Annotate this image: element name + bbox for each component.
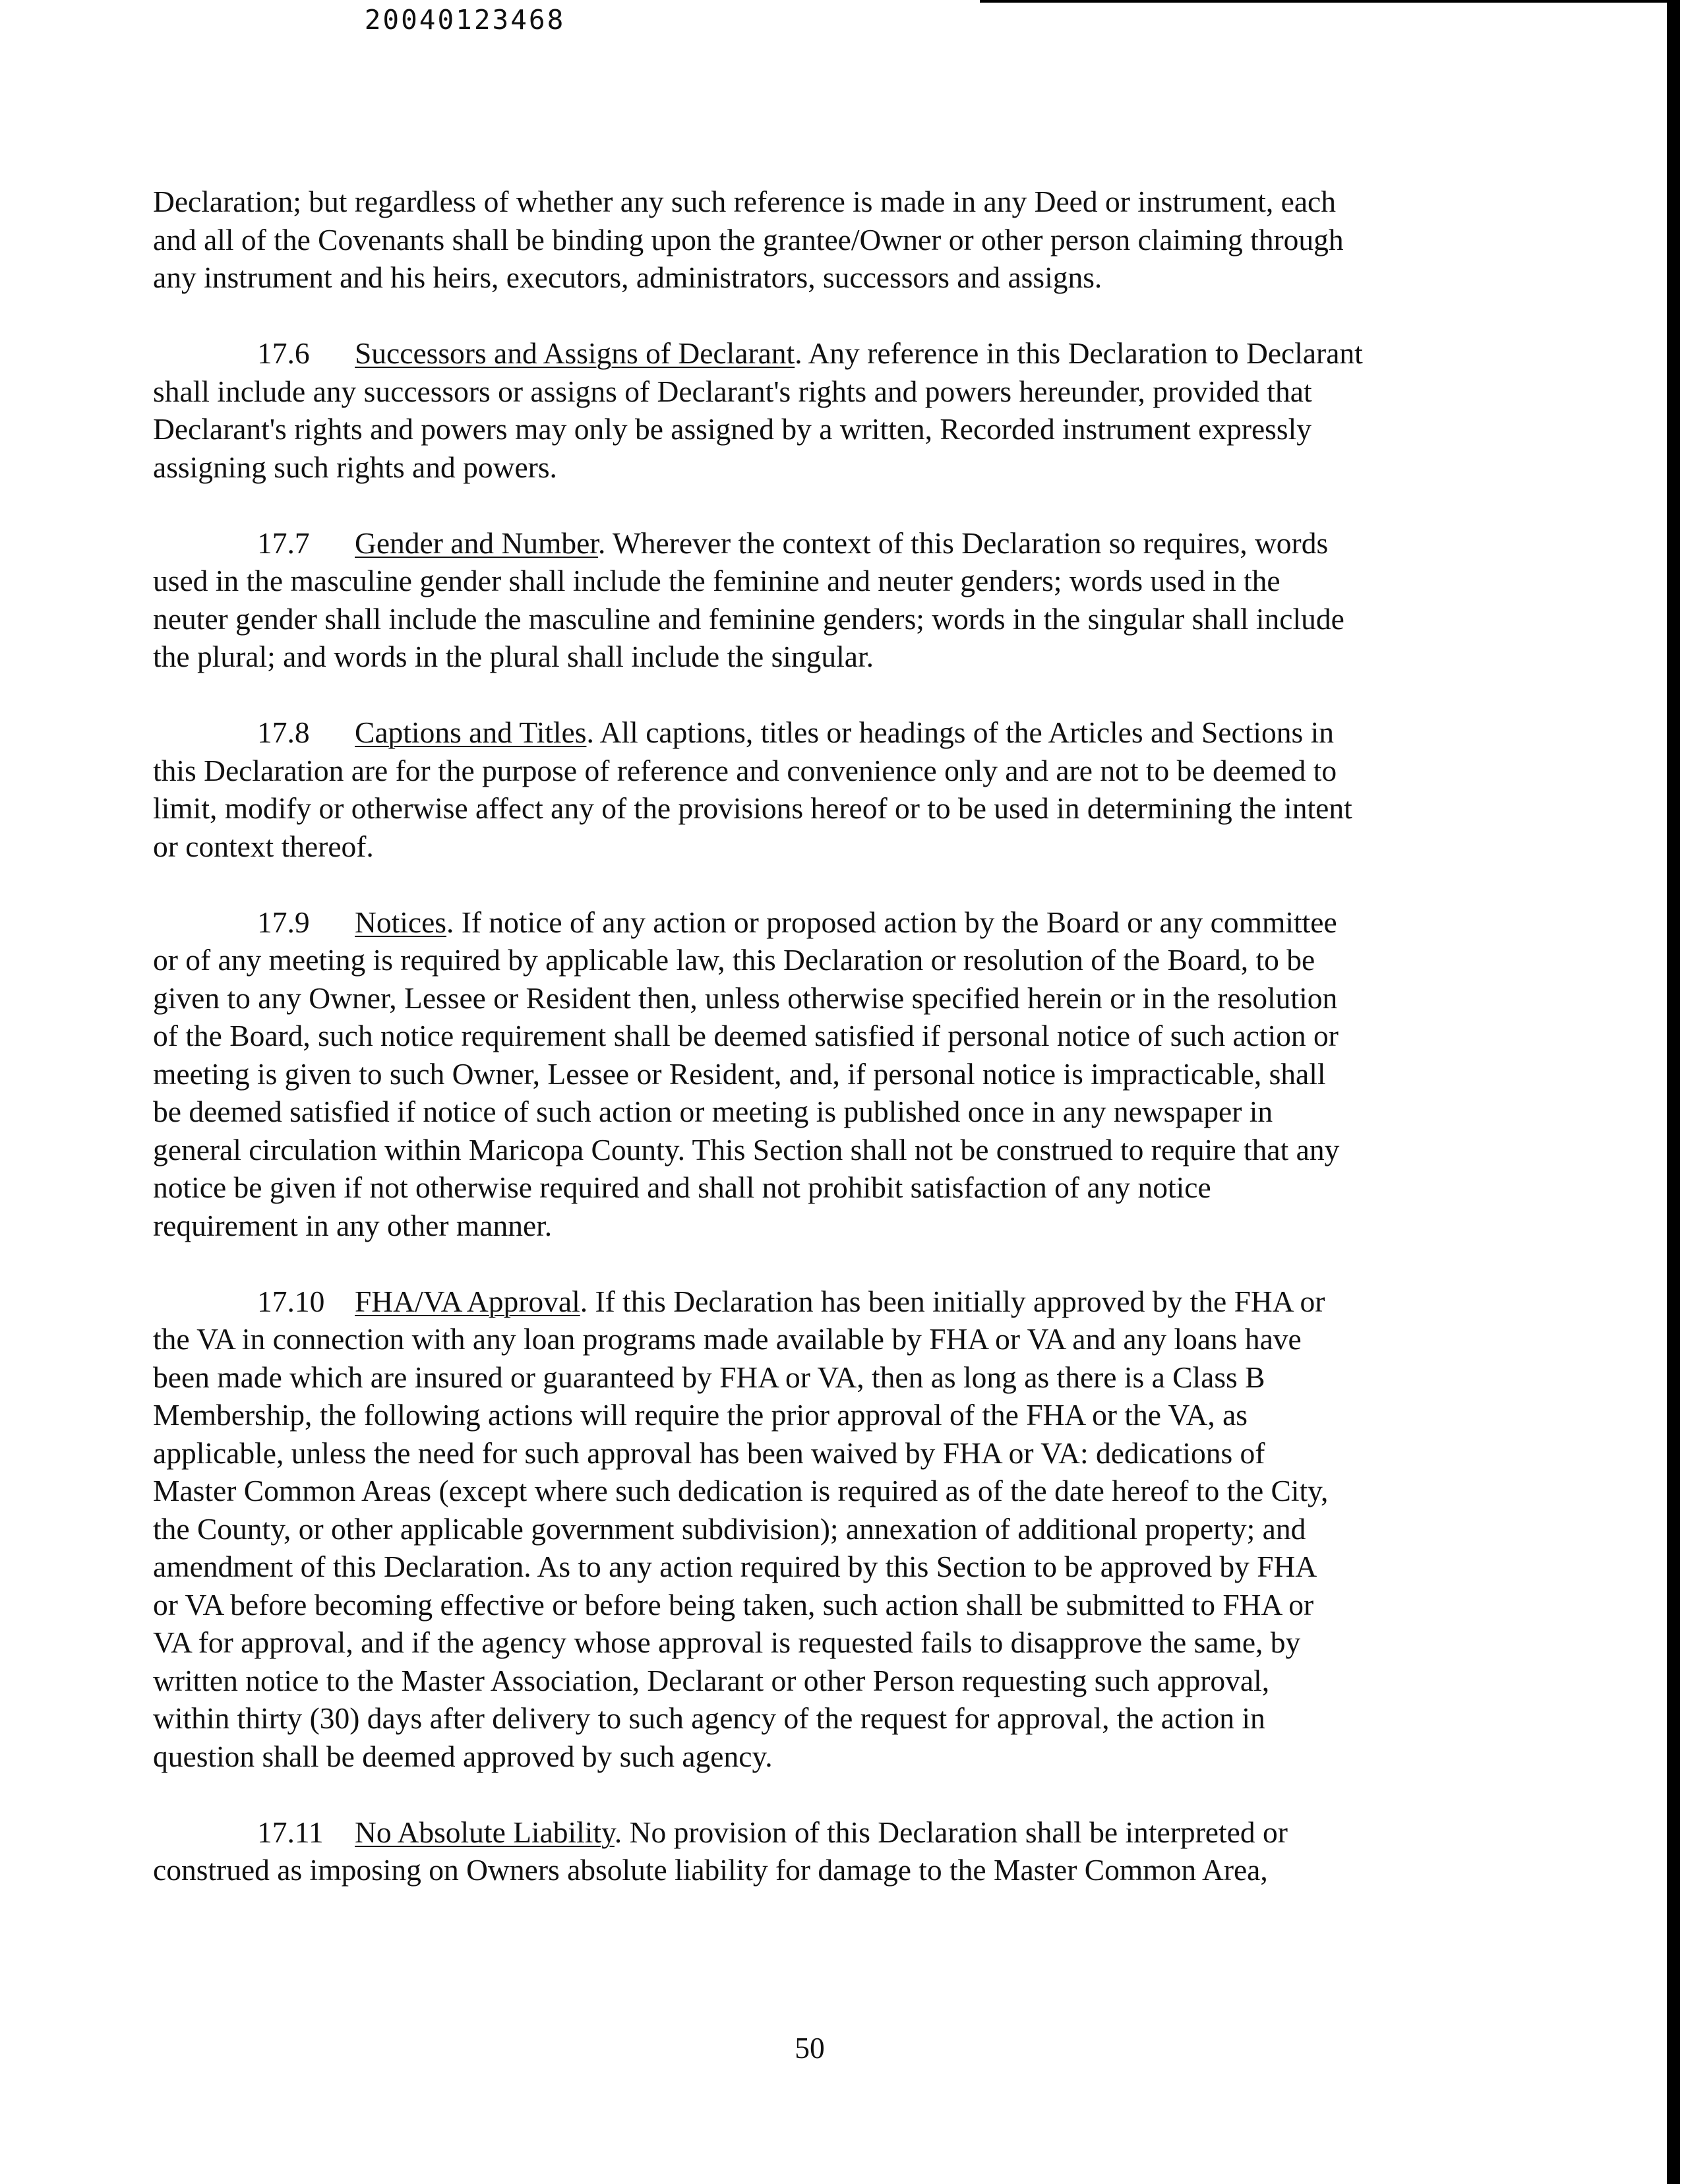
text-line: or VA before becoming effective or before being taken, such action shall be submitted to FHA or: [153, 1587, 1314, 1622]
section-first-line: [153, 903, 1482, 942]
section-first-line: [153, 1813, 1482, 1852]
text-line: used in the masculine gender shall include the feminine and neuter genders; words used in the: [153, 564, 1281, 597]
text-line: been made which are insured or guaranteed by FHA or VA, then as long as there is a Class B: [153, 1360, 1265, 1394]
text-line: written notice to the Master Association, Declarant or other Person requesting such approval,: [153, 1663, 1270, 1697]
section-first-line: [153, 713, 1482, 752]
section-first-line-text: . No provision of this Declaration shall be interpreted or: [614, 1815, 1288, 1849]
text-line: meeting is given to such Owner, Lessee or Resident, and, if personal notice is impracticable, shall: [153, 1056, 1326, 1091]
section-number: 17.8: [257, 715, 310, 749]
text-line: construed as imposing on Owners absolute liability for damage to the Master Common Area,: [153, 1853, 1268, 1887]
text-line: limit, modify or otherwise affect any of the provisions hereof or to be used in determining the intent: [153, 791, 1352, 825]
text-line: Membership, the following actions will require the prior approval of the FHA or the VA, as: [153, 1398, 1248, 1432]
section-first-line-text: . If notice of any action or proposed action by the Board or any committee: [446, 905, 1337, 939]
text-line: notice be given if not otherwise required and shall not prohibit satisfaction of any notice: [153, 1170, 1211, 1204]
section-first-line-text: . All captions, titles or headings of the Articles and Sections in: [586, 715, 1334, 749]
section-heading: Successors and Assigns of Declarant: [355, 336, 795, 370]
text-line: and all of the Covenants shall be binding upon the grantee/Owner or other person claiming through: [153, 222, 1344, 257]
section-17-8: [153, 713, 1482, 865]
text-line: Master Common Areas (except where such dedication is required as of the date hereof to the City,: [153, 1474, 1329, 1507]
text-line: within thirty (30) days after delivery to such agency of the request for approval, the action in: [153, 1701, 1265, 1735]
section-first-line-text: . If this Declaration has been initially approved by the FHA or: [580, 1284, 1325, 1318]
section-17-10: [153, 1283, 1482, 1776]
section-17-7: [153, 524, 1482, 676]
text-line: any instrument and his heirs, executors, administrators, successors and assigns.: [153, 260, 1102, 294]
text-line: question shall be deemed approved by such agency.: [153, 1739, 773, 1773]
section-number: 17.7: [257, 526, 310, 560]
section-heading: Gender and Number: [355, 526, 598, 560]
text-line: applicable, unless the need for such approval has been waived by FHA or VA: dedications of: [153, 1436, 1265, 1470]
section-number: 17.6: [257, 336, 310, 370]
text-line: or context thereof.: [153, 829, 374, 863]
text-line: of the Board, such notice requirement shall be deemed satisfied if personal notice of such action or: [153, 1019, 1339, 1052]
scan-top-rule: [980, 0, 1679, 3]
section-first-line-text: . Any reference in this Declaration to Declarant: [795, 336, 1363, 370]
section-heading: Notices: [355, 905, 446, 939]
section-heading: Captions and Titles: [355, 715, 587, 749]
section-first-line: [153, 524, 1482, 562]
scan-edge-bar: [1667, 0, 1680, 2184]
page-number: 50: [795, 2031, 825, 2065]
text-line: the VA in connection with any loan programs made available by FHA or VA and any loans have: [153, 1322, 1302, 1356]
document-number: 20040123468: [364, 4, 566, 36]
section-first-line: [153, 1283, 1482, 1321]
section-first-line: [153, 334, 1482, 373]
text-line: neuter gender shall include the masculine and feminine genders; words in the singular shall include: [153, 601, 1344, 636]
text-line: be deemed satisfied if notice of such action or meeting is published once in any newspaper in: [153, 1095, 1273, 1128]
section-17-9: [153, 903, 1482, 1245]
section-heading: No Absolute Liability: [355, 1815, 615, 1849]
text-line: VA for approval, and if the agency whose approval is requested fails to disapprove the same, by: [153, 1625, 1301, 1659]
text-line: Declarant's rights and powers may only be assigned by a written, Recorded instrument expressly: [153, 412, 1311, 446]
text-line: requirement in any other manner.: [153, 1208, 553, 1242]
text-line: the plural; and words in the plural shall include the singular.: [153, 640, 874, 673]
intro-paragraph: [153, 183, 1482, 297]
document-body: [153, 183, 1482, 1927]
section-first-line-text: . Wherever the context of this Declaration so requires, words: [597, 526, 1329, 560]
text-line: the County, or other applicable government subdivision); annexation of additional property; and: [153, 1511, 1306, 1546]
section-number: 17.11: [257, 1815, 324, 1849]
section-17-11: [153, 1813, 1482, 1889]
section-17-6: [153, 334, 1482, 486]
text-line: or of any meeting is required by applicable law, this Declaration or resolution of the Board, to be: [153, 943, 1315, 977]
text-line: this Declaration are for the purpose of reference and convenience only and are not to be deemed to: [153, 753, 1337, 787]
text-line: assigning such rights and powers.: [153, 450, 557, 484]
section-heading: FHA/VA Approval: [355, 1284, 580, 1318]
section-number: 17.10: [257, 1284, 325, 1318]
text-line: shall include any successors or assigns of Declarant's rights and powers hereunder, provided that: [153, 374, 1312, 408]
text-line: Declaration; but regardless of whether any such reference is made in any Deed or instrument, each: [153, 185, 1336, 218]
text-line: general circulation within Maricopa County. This Section shall not be construed to require that any: [153, 1132, 1340, 1167]
text-line: amendment of this Declaration. As to any action required by this Section to be approved by FHA: [153, 1550, 1317, 1583]
section-number: 17.9: [257, 905, 310, 939]
text-line: given to any Owner, Lessee or Resident then, unless otherwise specified herein or in the resolution: [153, 981, 1338, 1015]
